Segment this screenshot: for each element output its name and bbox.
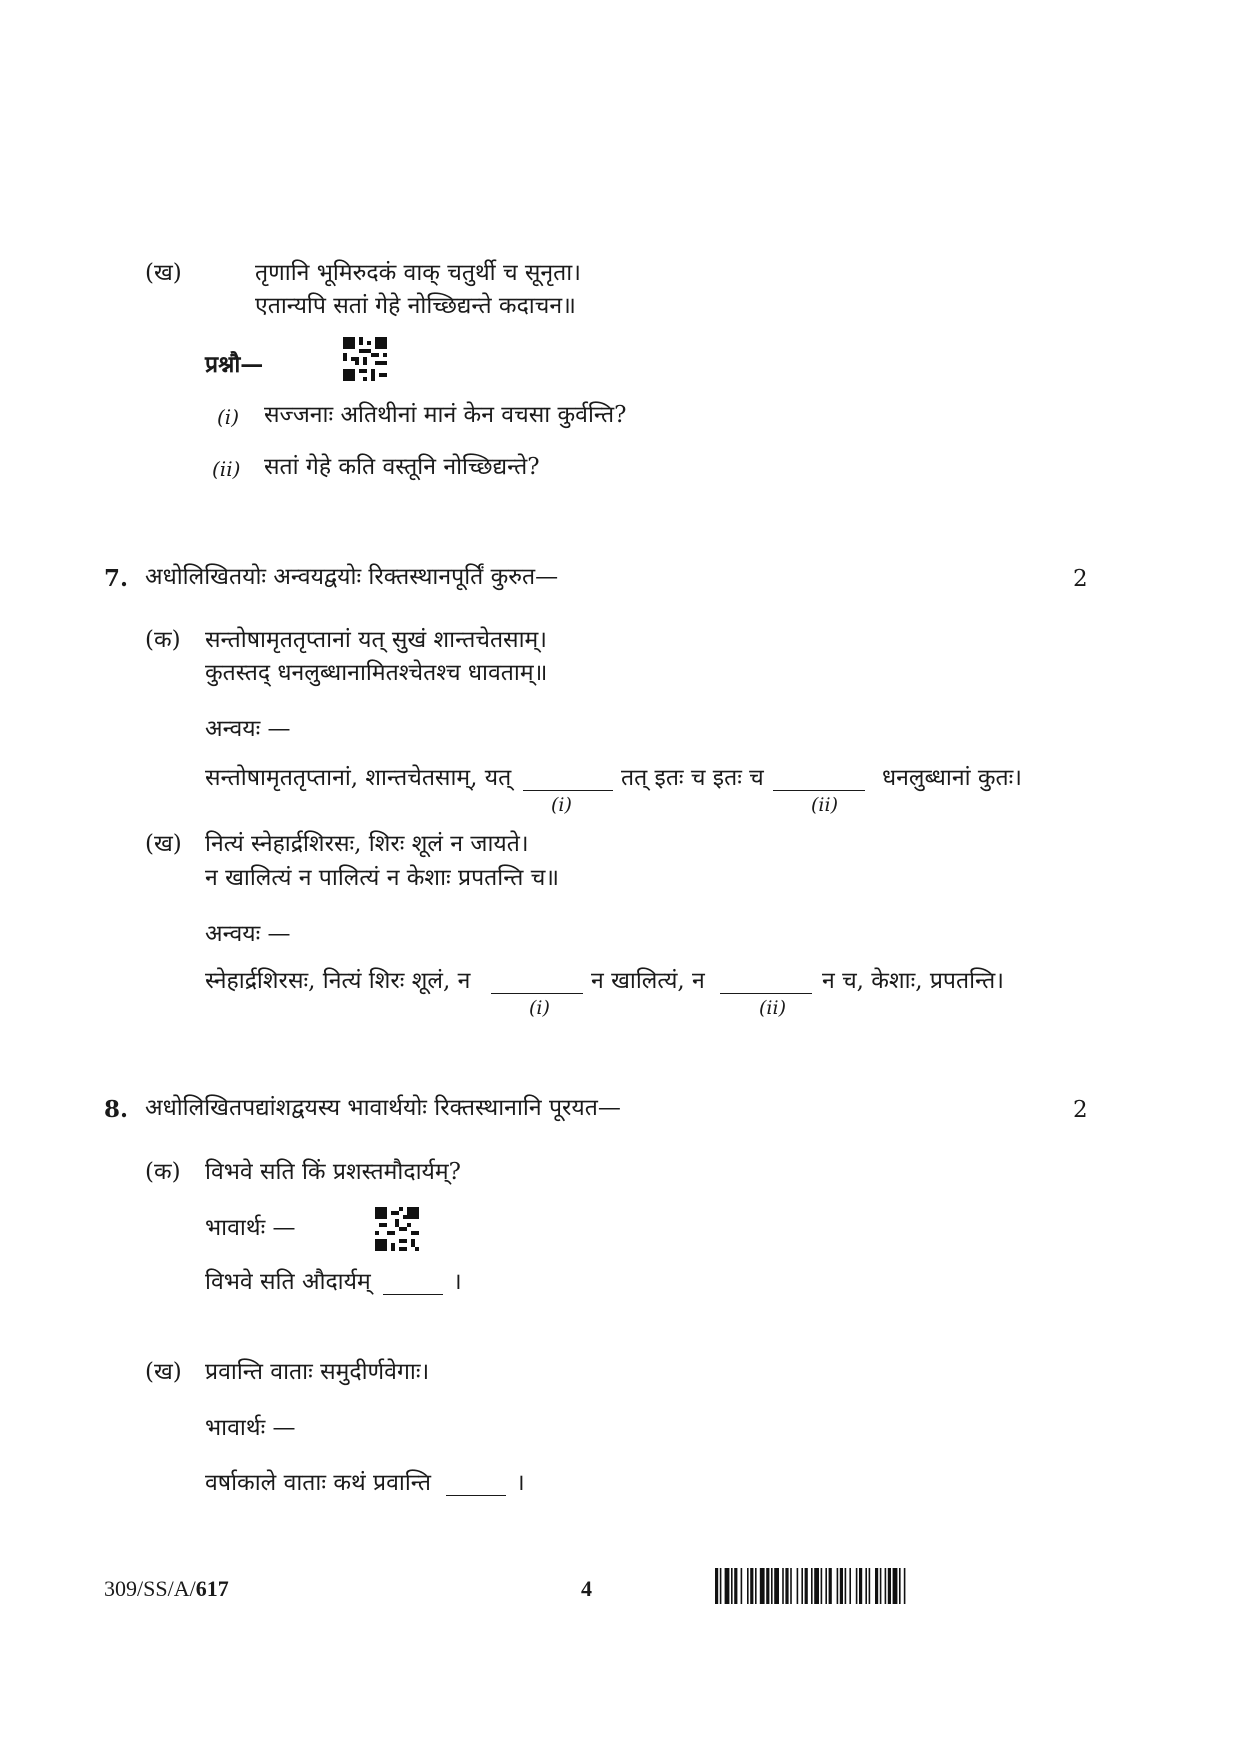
paper-code-prefix: 309/SS/A/	[104, 1576, 196, 1601]
paper-code	[104, 1575, 229, 1603]
q8-kha-blank[interactable]	[446, 1475, 506, 1496]
q7-ka-anvaya-part3: धनलुब्धानां कुतः।	[882, 765, 1022, 791]
q7-ka-blank-ii-label: (ii)	[811, 794, 838, 816]
barcode-icon	[715, 1568, 990, 1604]
q6-question-ii-number: (ii)	[212, 457, 241, 481]
q7-kha-blank-i[interactable]	[491, 973, 583, 994]
q8-ka-label: (क)	[145, 1159, 181, 1185]
q8-ka-line1: विभवे सति किं प्रशस्तमौदार्यम्?	[205, 1159, 461, 1185]
q8-kha-answer-suffix: ।	[516, 1470, 525, 1496]
q7-marks: 2	[1073, 566, 1088, 592]
qr-code-icon	[375, 1207, 419, 1251]
q8-ka-answer-suffix: ।	[453, 1269, 462, 1295]
q7-kha-blank-ii-label: (ii)	[759, 997, 786, 1019]
q7-kha-verse-line2: न खालित्यं न पालित्यं न केशाः प्रपतन्ति च॥	[205, 865, 560, 891]
q8-ka-bhavarth-label: भावार्थः —	[205, 1215, 296, 1241]
q8-kha-answer-prefix: वर्षाकाले वाताः कथं प्रवान्ति	[205, 1470, 431, 1496]
q7-ka-anvaya-part1: सन्तोषामृततृप्तानां, शान्तचेतसाम्, यत्	[205, 765, 512, 791]
q8-marks: 2	[1073, 1097, 1088, 1123]
q7-ka-verse-line1: सन्तोषामृततृप्तानां यत् सुखं शान्तचेतसाम्।	[205, 627, 548, 653]
q7-title: अधोलिखितयोः अन्वयद्वयोः रिक्तस्थानपूर्तिं कुरुत—	[145, 564, 559, 590]
q7-ka-anvaya-part2: तत् इतः च इतः च	[621, 765, 764, 791]
q6-kha-label: (ख)	[145, 260, 182, 286]
q7-kha-anvaya-part1: स्नेहार्द्रशिरसः, नित्यं शिरः शूलं, न	[205, 968, 471, 994]
q7-number: 7.	[104, 565, 129, 592]
paper-code-number: 617	[195, 1576, 229, 1601]
q7-ka-blank-i[interactable]	[523, 770, 613, 791]
q6-kha-verse-line1: तृणानि भूमिरुदकं वाक् चतुर्थी च सूनृता।	[255, 260, 581, 286]
q7-kha-blank-ii[interactable]	[720, 973, 812, 994]
q7-kha-anvaya-part3: न च, केशाः, प्रपतन्ति।	[822, 968, 1004, 994]
q7-ka-label: (क)	[145, 627, 181, 653]
q7-kha-verse-line1: नित्यं स्नेहार्द्रशिरसः, शिरः शूलं न जायते।	[205, 831, 529, 857]
q6-question-ii: सतां गेहे कति वस्तूनि नोच्छिद्यन्ते?	[264, 454, 540, 480]
q8-ka-answer-prefix: विभवे सति औदार्यम्	[205, 1269, 371, 1295]
q7-kha-anvaya-part2: न खालित्यं, न	[591, 968, 705, 994]
q8-title: अधोलिखितपद्यांशद्वयस्य भावार्थयोः रिक्तस्थानानि पूरयत—	[145, 1095, 621, 1121]
q6-question-i: सज्जनाः अतिथीनां मानं केन वचसा कुर्वन्ति?	[264, 402, 627, 428]
q6-kha-verse-line2: एतान्यपि सतां गेहे नोच्छिद्यन्ते कदाचन॥	[255, 293, 576, 319]
q7-ka-blank-i-label: (i)	[551, 794, 572, 816]
q7-ka-blank-ii[interactable]	[773, 770, 865, 791]
q8-number: 8.	[104, 1096, 129, 1123]
q7-kha-label: (ख)	[145, 831, 182, 857]
q7-ka-anvaya-label: अन्वयः —	[205, 716, 291, 742]
q8-ka-blank[interactable]	[383, 1274, 443, 1295]
q8-kha-bhavarth-label: भावार्थः —	[205, 1415, 296, 1441]
qr-code-icon	[343, 337, 387, 381]
q7-ka-verse-line2: कुतस्तद् धनलुब्धानामितश्चेतश्च धावताम्॥	[205, 660, 548, 686]
q8-kha-line1: प्रवान्ति वाताः समुदीर्णवेगाः।	[205, 1359, 430, 1385]
q6-prashnau-heading: प्रश्नौ—	[205, 351, 264, 378]
q7-kha-anvaya-label: अन्वयः —	[205, 921, 291, 947]
q8-kha-label: (ख)	[145, 1359, 182, 1385]
q6-question-i-number: (i)	[217, 405, 240, 429]
page-number: 4	[581, 1576, 592, 1601]
q7-kha-blank-i-label: (i)	[529, 997, 550, 1019]
